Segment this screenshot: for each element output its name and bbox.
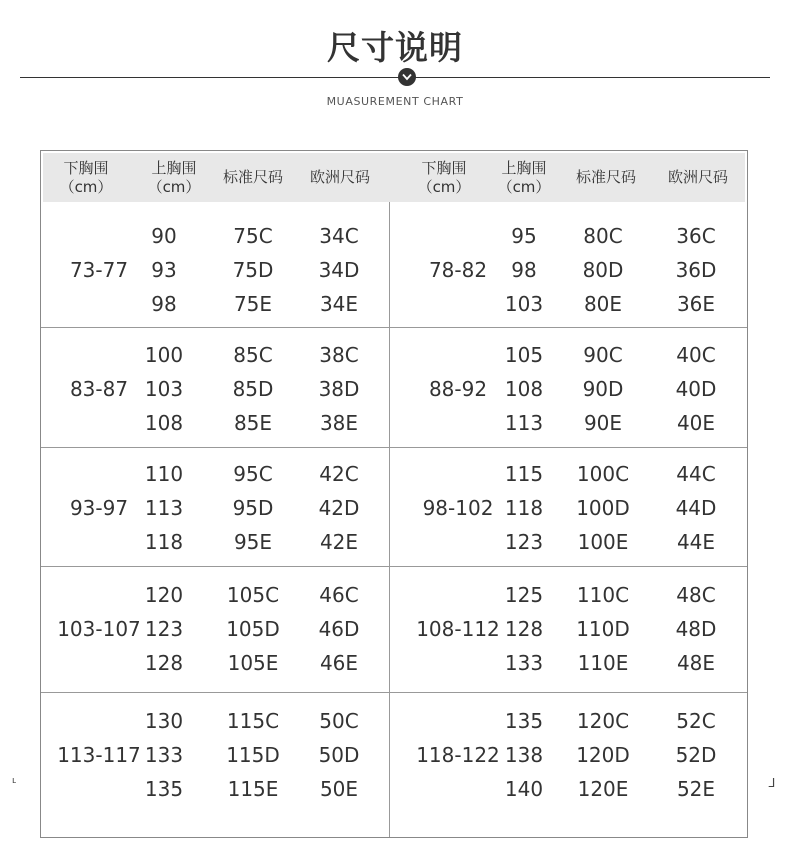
underbust-range: 118-122 xyxy=(416,743,500,767)
overbust-value: 130 xyxy=(144,709,184,733)
header-cell xyxy=(404,153,484,202)
eu-size: 46C xyxy=(319,583,359,607)
eu-size: 34E xyxy=(319,292,359,316)
overbust-value: 93 xyxy=(151,258,177,282)
overbust-value: 100 xyxy=(144,343,184,367)
standard-size: 100D xyxy=(576,496,630,520)
overbust-value: 133 xyxy=(144,743,184,767)
eu-size: 44E xyxy=(676,530,716,554)
underbust-range: 103-107 xyxy=(57,617,141,641)
underbust-range: 73-77 xyxy=(69,258,129,282)
standard-size: 110C xyxy=(576,583,630,607)
eu-size: 38D xyxy=(318,377,360,401)
header-unit: （cm） xyxy=(59,177,113,196)
eu-size: 42D xyxy=(318,496,360,520)
standard-size: 95D xyxy=(232,496,274,520)
underbust-range: 108-112 xyxy=(416,617,500,641)
eu-size: 34D xyxy=(318,258,360,282)
overbust-value: 135 xyxy=(504,709,544,733)
eu-size: 38C xyxy=(319,343,359,367)
standard-size: 120C xyxy=(576,709,630,733)
header-label: 上胸围 xyxy=(501,158,547,177)
overbust-value: 133 xyxy=(504,651,544,675)
eu-size: 36D xyxy=(675,258,717,282)
table-header xyxy=(43,153,745,202)
header-label: 欧洲尺码 xyxy=(667,168,728,186)
header-unit: （cm） xyxy=(497,177,551,196)
eu-size: 48E xyxy=(676,651,716,675)
header-label: 欧洲尺码 xyxy=(309,168,370,186)
overbust-value: 90 xyxy=(151,224,177,248)
standard-size: 90E xyxy=(583,411,623,435)
overbust-value: 123 xyxy=(144,617,184,641)
standard-size: 90D xyxy=(582,377,624,401)
eu-size: 46E xyxy=(319,651,359,675)
header-cell xyxy=(484,153,564,202)
standard-size: 75D xyxy=(232,258,274,282)
eu-size: 52D xyxy=(675,743,717,767)
chevron-down-icon xyxy=(398,68,416,86)
header-label: 上胸围 xyxy=(151,158,197,177)
eu-size: 40E xyxy=(676,411,716,435)
header-label: 标准尺码 xyxy=(222,168,283,186)
column-divider xyxy=(389,202,390,837)
overbust-value: 135 xyxy=(144,777,184,801)
overbust-value: 110 xyxy=(144,462,184,486)
overbust-value: 118 xyxy=(144,530,184,554)
overbust-value: 98 xyxy=(151,292,177,316)
eu-size: 52C xyxy=(676,709,716,733)
standard-size: 115D xyxy=(226,743,280,767)
overbust-value: 140 xyxy=(504,777,544,801)
standard-size: 80C xyxy=(583,224,623,248)
standard-size: 80D xyxy=(582,258,624,282)
row-divider xyxy=(41,692,747,693)
eu-size: 46D xyxy=(318,617,360,641)
standard-size: 85D xyxy=(232,377,274,401)
eu-size: 42C xyxy=(319,462,359,486)
header-cell xyxy=(566,153,646,202)
overbust-value: 118 xyxy=(504,496,544,520)
eu-size: 36C xyxy=(676,224,716,248)
underbust-range: 93-97 xyxy=(69,496,129,520)
overbust-value: 95 xyxy=(511,224,537,248)
standard-size: 75E xyxy=(233,292,273,316)
eu-size: 52E xyxy=(676,777,716,801)
header-label: 标准尺码 xyxy=(575,168,636,186)
header-unit: （cm） xyxy=(147,177,201,196)
eu-size: 40C xyxy=(676,343,716,367)
eu-size: 42E xyxy=(319,530,359,554)
overbust-value: 138 xyxy=(504,743,544,767)
page-subtitle: MUASUREMENT CHART xyxy=(326,95,464,108)
title-divider xyxy=(20,77,770,78)
standard-size: 105E xyxy=(227,651,279,675)
overbust-value: 108 xyxy=(144,411,184,435)
corner-mark-left: ᒻ xyxy=(12,776,17,790)
header-cell xyxy=(658,153,738,202)
eu-size: 36E xyxy=(676,292,716,316)
overbust-value: 123 xyxy=(504,530,544,554)
standard-size: 85C xyxy=(233,343,273,367)
eu-size: 44C xyxy=(676,462,716,486)
standard-size: 95E xyxy=(233,530,273,554)
standard-size: 95C xyxy=(233,462,273,486)
standard-size: 100C xyxy=(576,462,630,486)
standard-size: 115C xyxy=(226,709,280,733)
overbust-value: 115 xyxy=(504,462,544,486)
eu-size: 44D xyxy=(675,496,717,520)
eu-size: 50E xyxy=(319,777,359,801)
standard-size: 100E xyxy=(577,530,629,554)
standard-size: 85E xyxy=(233,411,273,435)
underbust-range: 98-102 xyxy=(422,496,494,520)
eu-size: 50D xyxy=(318,743,360,767)
row-divider xyxy=(41,327,747,328)
standard-size: 105D xyxy=(226,617,280,641)
overbust-value: 120 xyxy=(144,583,184,607)
standard-size: 120D xyxy=(576,743,630,767)
header-label: 下胸围 xyxy=(421,158,467,177)
header-cell xyxy=(300,153,380,202)
overbust-value: 113 xyxy=(504,411,544,435)
header-cell xyxy=(213,153,293,202)
row-divider xyxy=(41,566,747,567)
header-cell xyxy=(134,153,214,202)
overbust-value: 103 xyxy=(144,377,184,401)
standard-size: 105C xyxy=(226,583,280,607)
page-title: 尺寸说明 xyxy=(327,28,463,67)
underbust-range: 83-87 xyxy=(69,377,129,401)
size-chart-table xyxy=(40,150,748,838)
corner-mark-right: ᒧ xyxy=(768,776,776,790)
eu-size: 48D xyxy=(675,617,717,641)
overbust-value: 103 xyxy=(504,292,544,316)
overbust-value: 128 xyxy=(144,651,184,675)
eu-size: 38E xyxy=(319,411,359,435)
overbust-value: 98 xyxy=(511,258,537,282)
overbust-value: 128 xyxy=(504,617,544,641)
header-label: 下胸围 xyxy=(63,158,109,177)
eu-size: 34C xyxy=(319,224,359,248)
underbust-range: 78-82 xyxy=(428,258,488,282)
overbust-value: 105 xyxy=(504,343,544,367)
standard-size: 75C xyxy=(233,224,273,248)
eu-size: 40D xyxy=(675,377,717,401)
overbust-value: 108 xyxy=(504,377,544,401)
header-cell xyxy=(46,153,126,202)
eu-size: 50C xyxy=(319,709,359,733)
row-divider xyxy=(41,447,747,448)
standard-size: 90C xyxy=(583,343,623,367)
underbust-range: 113-117 xyxy=(57,743,141,767)
standard-size: 120E xyxy=(577,777,629,801)
overbust-value: 125 xyxy=(504,583,544,607)
standard-size: 110D xyxy=(576,617,630,641)
header-unit: （cm） xyxy=(417,177,471,196)
standard-size: 115E xyxy=(227,777,279,801)
underbust-range: 88-92 xyxy=(428,377,488,401)
eu-size: 48C xyxy=(676,583,716,607)
standard-size: 110E xyxy=(577,651,629,675)
standard-size: 80E xyxy=(583,292,623,316)
overbust-value: 113 xyxy=(144,496,184,520)
